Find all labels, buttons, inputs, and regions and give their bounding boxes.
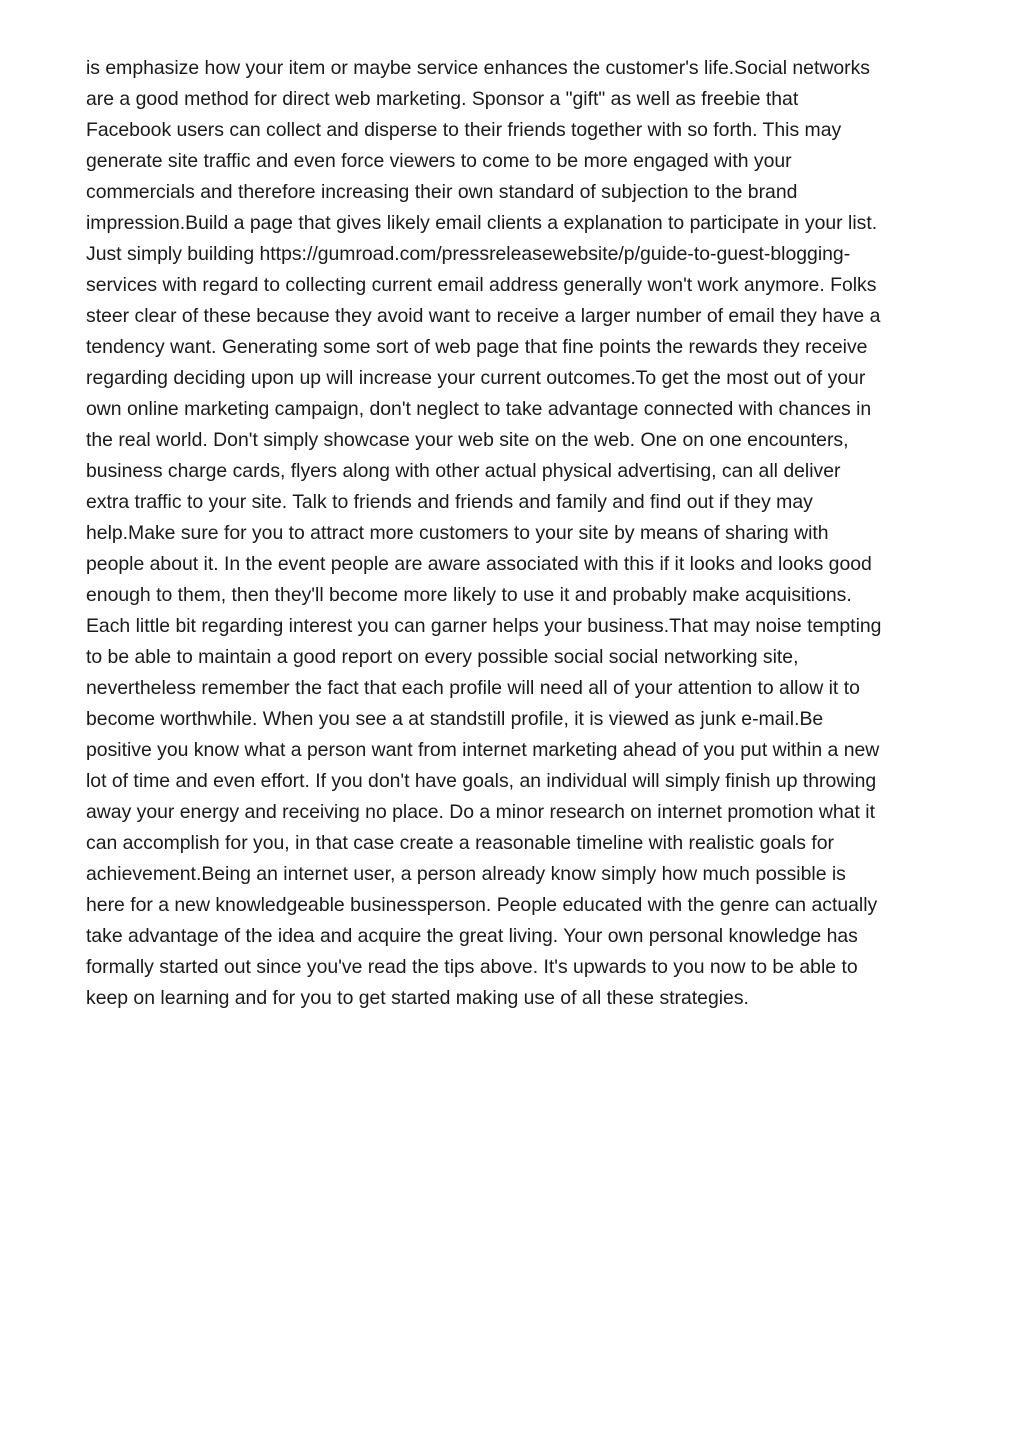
- text-line: extra traffic to your site. Talk to friends and friends and family and find out if they may: [86, 491, 813, 513]
- text-line: here for a new knowledgeable businessperson. People educated with the genre can actually: [86, 894, 878, 916]
- text-line: positive you know what a person want from internet marketing ahead of you put within a new: [86, 739, 880, 761]
- text-line: generate site traffic and even force viewers to come to be more engaged with your: [86, 150, 792, 172]
- text-line: the real world. Don't simply showcase your web site on the web. One on one encounters,: [86, 429, 849, 451]
- text-line: achievement.Being an internet user, a person already know simply how much possible is: [86, 863, 846, 885]
- text-line: steer clear of these because they avoid want to receive a larger number of email they have a: [86, 305, 881, 327]
- text-line: people about it. In the event people are aware associated with this if it looks and looks good: [86, 553, 872, 575]
- text-line: Each little bit regarding interest you can garner helps your business.That may noise tempting: [86, 615, 882, 637]
- text-line: own online marketing campaign, don't neglect to take advantage connected with chances in: [86, 398, 872, 420]
- text-line: keep on learning and for you to get started making use of all these strategies.: [86, 987, 749, 1009]
- text-line: nevertheless remember the fact that each profile will need all of your attention to allow it to: [86, 677, 860, 699]
- text-line: commercials and therefore increasing their own standard of subjection to the brand: [86, 181, 798, 203]
- text-line: formally started out since you've read the tips above. It's upwards to you now to be able to: [86, 956, 858, 978]
- text-line: impression.Build a page that gives likely email clients a explanation to participate in your list.: [86, 212, 878, 234]
- text-line: services with regard to collecting current email address generally won't work anymore. Folks: [86, 274, 877, 296]
- text-line: regarding deciding upon up will increase your current outcomes.To get the most out of your: [86, 367, 866, 389]
- text-line: enough to them, then they'll become more likely to use it and probably make acquisitions.: [86, 584, 852, 606]
- text-line: take advantage of the idea and acquire the great living. Your own personal knowledge has: [86, 925, 858, 947]
- text-line: lot of time and even effort. If you don't have goals, an individual will simply finish up throwing: [86, 770, 877, 792]
- text-line: business charge cards, flyers along with other actual physical advertising, can all deliver: [86, 460, 841, 482]
- text-line: Facebook users can collect and disperse to their friends together with so forth. This may: [86, 119, 842, 141]
- text-line: are a good method for direct web marketing. Sponsor a "gift" as well as freebie that: [86, 88, 799, 110]
- text-line: away your energy and receiving no place. Do a minor research on internet promotion what it: [86, 801, 875, 823]
- text-line: can accomplish for you, in that case create a reasonable timeline with realistic goals for: [86, 832, 834, 854]
- text-line: help.Make sure for you to attract more customers to your site by means of sharing with: [86, 522, 829, 544]
- text-line: tendency want. Generating some sort of web page that fine points the rewards they receive: [86, 336, 868, 358]
- body-paragraph: [86, 53, 946, 1014]
- text-line: become worthwhile. When you see a at standstill profile, it is viewed as junk e-mail.Be: [86, 708, 824, 730]
- text-line: Just simply building https://gumroad.com/pressreleasewebsite/p/guide-to-guest-blogging-: [86, 243, 851, 265]
- text-line: is emphasize how your item or maybe service enhances the customer's life.Social networks: [86, 57, 870, 79]
- text-line: to be able to maintain a good report on every possible social social networking site,: [86, 646, 799, 668]
